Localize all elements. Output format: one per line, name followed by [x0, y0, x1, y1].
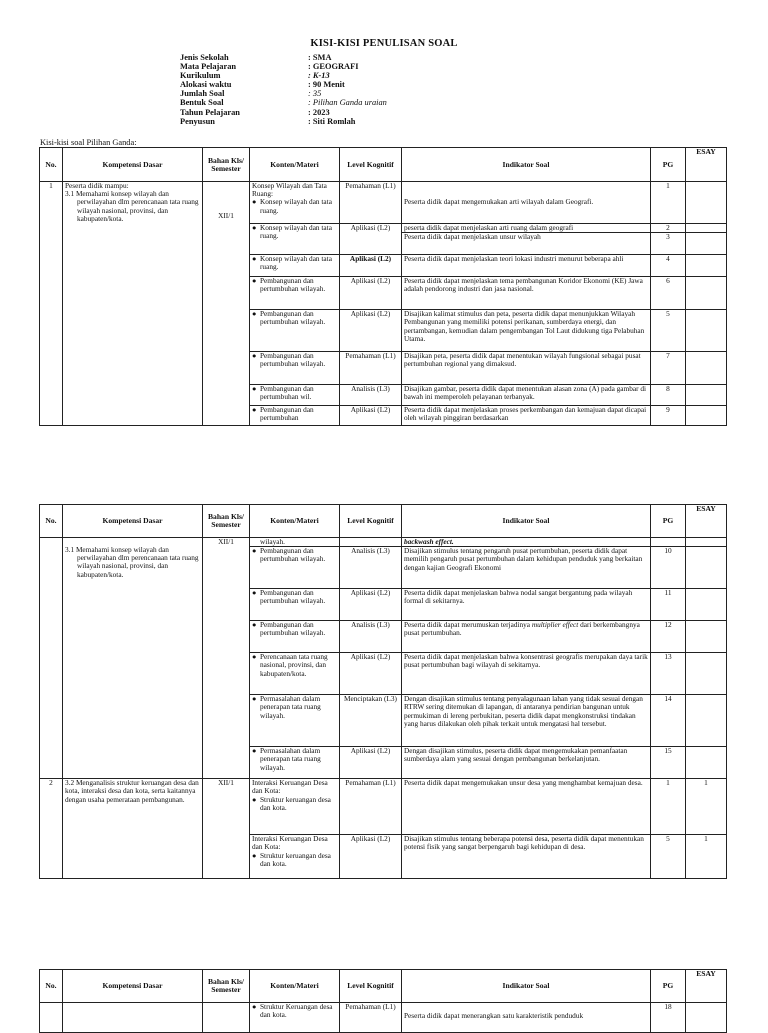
konten-heading: Konsep Wilayah dan Tata Ruang: [252, 181, 327, 199]
meta-value: : 35 [308, 89, 322, 99]
pg-cell: 3 [651, 233, 686, 255]
konten-cell [250, 1003, 340, 1033]
row-number: 1 [40, 182, 63, 426]
pg-cell: 15 [651, 747, 686, 779]
kd-desc: perwilayahan dlm perencanaan tata ruang wilayah nasional, provinsi, dan kabupaten/kota. [77, 553, 199, 579]
meta-label: Jumlah Soal [180, 89, 225, 99]
bahan-cell: XII/1 [203, 779, 250, 879]
konten-cell [250, 779, 340, 835]
esay-cell [686, 1003, 727, 1033]
table-row [40, 779, 727, 835]
header-pg: PG [651, 970, 686, 1003]
level-cell: Aplikasi (L2) [340, 747, 402, 779]
bullet-icon: ● [252, 384, 257, 394]
indikator-cell: Peserta didik dapat menjelaskan bahwa nodal sangat bergantung pada wilayah formal di sekitarnya. [402, 589, 651, 621]
konten-bullet [252, 852, 337, 868]
bullet-icon: ● [252, 546, 257, 556]
esay-cell [686, 385, 727, 406]
meta-row [180, 80, 387, 89]
table-row [40, 538, 727, 547]
konten-bullet [252, 747, 337, 772]
document-title: KISI-KISI PENULISAN SOAL [310, 38, 458, 49]
level-cell: Pemahaman (L1) [340, 352, 402, 385]
level-cell: Pemahaman (L1) [340, 779, 402, 835]
pg-cell: 9 [651, 406, 686, 426]
bullet-icon: ● [252, 652, 257, 662]
esay-cell [686, 406, 727, 426]
header-konten: Konten/Materi [250, 970, 340, 1003]
konten-bullet [252, 653, 337, 678]
bahan-cell [203, 1003, 250, 1033]
esay-cell [686, 255, 727, 277]
bullet-icon: ● [252, 254, 257, 264]
kd-title: 3.1 Memahami konsep wilayah dan [65, 189, 169, 199]
konten-text: Struktur Keruangan desa dan kota. [260, 1002, 333, 1020]
konten-cell [250, 255, 340, 277]
pg-cell: 5 [651, 835, 686, 879]
esay-cell [686, 233, 727, 255]
esay-cell [686, 538, 727, 547]
header-no: No. [40, 970, 63, 1003]
esay-cell [686, 310, 727, 352]
kisi-table-3 [39, 969, 727, 1033]
konten-bullet [252, 277, 337, 293]
konten-bullet [252, 310, 337, 326]
indikator-cell: peserta didik dapat menjelaskan arti ruang dalam geografi [402, 224, 651, 233]
bullet-icon: ● [252, 850, 257, 860]
pg-cell: 11 [651, 589, 686, 621]
level-cell: Aplikasi (L2) [340, 589, 402, 621]
pg-cell: 14 [651, 695, 686, 747]
meta-row [180, 117, 387, 126]
konten-cell [250, 653, 340, 695]
indikator-cell: Disajikan gambar, peserta didik dapat menentukan alasan zona (A) pada gambar di bawah ini memperoleh pelayanan terbanyak. [402, 385, 651, 406]
header-level: Level Kognitif [340, 148, 402, 182]
bullet-icon: ● [252, 1002, 257, 1011]
indikator-cell: Dengan disajikan stimulus, peserta didik dapat mengemukakan pemanfaatan sumberdaya alam yang sesuai dengan pembangunan berkelanjutan. [402, 747, 651, 779]
esay-cell [686, 695, 727, 747]
bullet-icon: ● [252, 351, 257, 361]
pg-cell: 18 [651, 1003, 686, 1033]
indikator-cell: Disajikan stimulus tentang pengaruh pusat pertumbuhan, peserta didik dapat memilih pengaruh pusat pertumbuhan dalam kehidupan penduduk yang berkaitan dengan kajian Geografi Ekonomi [402, 547, 651, 589]
indikator-text: dari berkembangnya pusat pertumbuhan. [404, 620, 640, 638]
esay-cell: 1 [686, 835, 727, 879]
level-cell: Aplikasi (L2) [340, 835, 402, 879]
esay-cell [686, 277, 727, 310]
level-cell: Aplikasi (L2) [340, 255, 402, 277]
header-esay: ESAY [686, 970, 727, 1003]
konten-cell [250, 182, 340, 224]
header-bahan: Bahan Kls/ Semester [203, 505, 250, 538]
konten-text: Pembangunan dan pertumbuhan wilayah. [260, 351, 326, 369]
meta-value: : 2023 [308, 107, 330, 117]
konten-text: Pembangunan dan pertumbuhan wilayah. [260, 276, 326, 294]
indikator-cell: Disajikan stimulus tentang beberapa potensi desa, peserta didik dapat menentukan potensi fisik yang sangat berpengaruh bagi kehidupan di desa. [402, 835, 651, 879]
bullet-icon: ● [252, 223, 257, 232]
konten-text: Pembangunan dan pertumbuhan wilayah. [260, 309, 326, 327]
row-number [40, 538, 63, 779]
konten-text: Pembangunan dan pertumbuhan wilayah. [260, 588, 326, 606]
pg-cell: 13 [651, 653, 686, 695]
konten-text: Konsep wilayah dan tata ruang. [260, 223, 332, 241]
konten-bullet [252, 547, 337, 563]
meta-row [180, 71, 387, 80]
header-indikator: Indikator Soal [402, 148, 651, 182]
level-cell: Pemahaman (L1) [340, 182, 402, 224]
konten-text: Pembangunan dan pertumbuhan wilayah. [260, 620, 326, 638]
esay-cell [686, 547, 727, 589]
meta-label: Alokasi waktu [180, 80, 232, 90]
pg-cell: 1 [651, 779, 686, 835]
header-bahan: Bahan Kls/ Semester [203, 148, 250, 182]
level-cell: Aplikasi (L2) [340, 310, 402, 352]
kisi-table-2 [39, 504, 727, 879]
meta-row [180, 98, 387, 107]
konten-text: Permasalahan dalam penerapan tata ruang wilayah. [260, 694, 321, 720]
indikator-cell: backwash effect. [402, 538, 651, 547]
table-row [40, 182, 727, 224]
meta-label: Jenis Sekolah [180, 53, 229, 62]
konten-text: Perencanaan tata ruang nasional, provinsi, dan kabupaten/kota. [260, 652, 328, 678]
header-indikator: Indikator Soal [402, 970, 651, 1003]
bullet-icon: ● [252, 588, 257, 598]
level-cell: Pemahaman (L1) [340, 1003, 402, 1033]
konten-cell [250, 547, 340, 589]
konten-cell [250, 406, 340, 426]
konten-cell [250, 589, 340, 621]
konten-bullet [252, 224, 337, 240]
konten-cell [250, 747, 340, 779]
bullet-icon: ● [252, 746, 257, 756]
header-level: Level Kognitif [340, 505, 402, 538]
pg-cell: 12 [651, 621, 686, 653]
konten-bullet [252, 695, 337, 720]
konten-heading: Interaksi Keruangan Desa dan Kota: [252, 778, 328, 796]
kd-desc: perwilayahan dlm perencanaan tata ruang wilayah nasional, provinsi, dan kabupaten/kota. [77, 197, 199, 223]
indikator-cell [402, 621, 651, 653]
esay-cell [686, 653, 727, 695]
meta-row [180, 53, 387, 62]
kd-cell [63, 538, 203, 779]
meta-row [180, 108, 387, 117]
level-cell: Aplikasi (L2) [340, 224, 402, 255]
table-intro: Kisi-kisi soal Pilihan Ganda: [40, 138, 137, 147]
header-esay: ESAY [686, 148, 727, 182]
indikator-cell: Peserta didik dapat mengemukakan unsur desa yang menghambat kemajuan desa. [402, 779, 651, 835]
indikator-cell: Peserta didik dapat menjelaskan tema pembangunan Koridor Ekonomi (KE) Jawa adalah pendorong industri dan jasa nasional. [402, 277, 651, 310]
level-cell: Menciptakan (L3) [340, 695, 402, 747]
meta-label: Bentuk Soal [180, 98, 224, 108]
esay-cell [686, 224, 727, 233]
konten-text: Pembangunan dan pertumbuhan [260, 405, 314, 423]
level-cell [340, 538, 402, 547]
header-kd: Kompetensi Dasar [63, 970, 203, 1003]
pg-cell: 4 [651, 255, 686, 277]
meta-value: : K-13 [308, 71, 330, 81]
esay-cell [686, 747, 727, 779]
konten-heading: Interaksi Keruangan Desa dan Kota: [252, 834, 328, 852]
meta-value: : SMA [308, 53, 332, 62]
table-header-row [40, 148, 727, 182]
header-kd: Kompetensi Dasar [63, 505, 203, 538]
indikator-cell: Peserta didik dapat mengemukakan arti wilayah dalam Geografi. [402, 182, 651, 224]
kisi-table-1 [39, 147, 727, 426]
konten-cell [250, 277, 340, 310]
konten-bullet [252, 621, 337, 637]
kd-title: 3.1 Memahami konsep wilayah dan [65, 545, 169, 554]
pg-cell: 8 [651, 385, 686, 406]
indikator-text: Peserta didik dapat merumuskan terjadinya [404, 620, 532, 630]
indikator-cell: Peserta didik dapat menjelaskan bahwa konsentrasi geografis merupakan daya tarik pusat pertumbuhan bagi wilayah di sekitarnya. [402, 653, 651, 695]
meta-label: Tahun Pelajaran [180, 107, 240, 117]
table-row [40, 1003, 727, 1033]
indikator-cell: Disajikan peta, peserta didik dapat menentukan wilayah fungsional sebagai pusat pertumbuhan regional yang dimaksud. [402, 352, 651, 385]
indikator-cell: Peserta didik dapat menerangkan satu karakteristik penduduk [402, 1003, 651, 1033]
pg-cell: 6 [651, 277, 686, 310]
row-number [40, 1003, 63, 1033]
konten-cell [250, 621, 340, 653]
konten-cell [250, 835, 340, 879]
bullet-icon: ● [252, 309, 257, 319]
konten-text: Pembangunan dan pertumbuhan wil. [260, 384, 314, 402]
konten-cell [250, 352, 340, 385]
konten-cell [250, 385, 340, 406]
konten-text: Pembangunan dan pertumbuhan wilayah. [260, 546, 326, 564]
kd-cell [63, 1003, 203, 1033]
kd-intro: Peserta didik mampu: [65, 181, 129, 190]
kd-cell: 3.2 Menganalisis struktur keruangan desa dan kota, interaksi desa dan kota, serta kaitannya dengan usaha pemerataan pembangunan. [63, 779, 203, 879]
bullet-icon: ● [252, 620, 257, 630]
indikator-cell: Peserta didik dapat menjelaskan teori lokasi industri menurut beberapa ahli [402, 255, 651, 277]
meta-label: Penyusun [180, 116, 215, 126]
header-indikator: Indikator Soal [402, 505, 651, 538]
konten-text: Permasalahan dalam penerapan tata ruang wilayah. [260, 746, 321, 772]
indikator-cell: Disajikan kalimat stimulus dan peta, peserta didik dapat menunjukkan Wilayah Pembangunan yang memiliki potensi perikanan, sumberdaya energi, dan pertambangan, kemudian dalam pengembangan Tol Laut didukung tiga Pelabuhan Utama. [402, 310, 651, 352]
bullet-icon: ● [252, 694, 257, 704]
header-kd: Kompetensi Dasar [63, 148, 203, 182]
indikator-cell: Dengan disajikan stimulus tentang penyalagunaan lahan yang tidak sesuai dengan RTRW sering ditemukan di lapangan, di antaranya pendirian bangunan untuk permukiman di lereng perbukitan, peserta didik dapat mengkonstruksi tindakan yang harus dilakukan oleh pihak terkait untuk mengatasi hal tersebut. [402, 695, 651, 747]
meta-label: Mata Pelajaran [180, 62, 237, 72]
table-header-row [40, 505, 727, 538]
meta-row [180, 62, 387, 71]
bahan-cell: XII/1 [203, 538, 250, 779]
meta-label: Kurikulum [180, 71, 221, 81]
level-cell: Analisis (L3) [340, 547, 402, 589]
konten-cell [250, 310, 340, 352]
pg-cell: 2 [651, 224, 686, 233]
konten-bullet [252, 198, 337, 214]
konten-bullet [252, 352, 337, 368]
level-cell: Aplikasi (L2) [340, 653, 402, 695]
konten-text: Konsep wilayah dan tata ruang. [260, 254, 332, 272]
meta-value: : Pilihan Ganda uraian [308, 98, 387, 108]
pg-cell [651, 538, 686, 547]
konten-bullet [252, 385, 337, 401]
bullet-icon: ● [252, 276, 257, 286]
kd-cell [63, 182, 203, 426]
header-no: No. [40, 505, 63, 538]
meta-value: : GEOGRAFI [308, 62, 359, 72]
konten-text: Konsep wilayah dan tata ruang. [260, 197, 332, 215]
pg-cell: 5 [651, 310, 686, 352]
bullet-icon: ● [252, 197, 257, 207]
header-esay: ESAY [686, 505, 727, 538]
header-no: No. [40, 148, 63, 182]
konten-cell [250, 224, 340, 255]
header-bahan: Bahan Kls/ Semester [203, 970, 250, 1003]
bullet-icon: ● [252, 794, 257, 804]
bullet-icon: ● [252, 405, 257, 415]
konten-bullet [252, 255, 337, 271]
esay-cell [686, 621, 727, 653]
konten-bullet [252, 406, 337, 422]
table-header-row [40, 970, 727, 1003]
row-number: 2 [40, 779, 63, 879]
meta-value: : 90 Menit [308, 80, 345, 90]
pg-cell: 1 [651, 182, 686, 224]
esay-cell: 1 [686, 779, 727, 835]
meta-row [180, 89, 387, 98]
level-cell: Analisis (L3) [340, 385, 402, 406]
esay-cell [686, 589, 727, 621]
konten-bullet [252, 589, 337, 605]
level-cell: Aplikasi (L2) [340, 406, 402, 426]
header-pg: PG [651, 148, 686, 182]
esay-cell [686, 352, 727, 385]
header-pg: PG [651, 505, 686, 538]
header-konten: Konten/Materi [250, 148, 340, 182]
konten-cell: wilayah. [250, 538, 340, 547]
bahan-cell: XII/1 [203, 182, 250, 426]
document-meta [180, 53, 387, 126]
meta-value: : Siti Romlah [308, 116, 356, 126]
indikator-cell: Peserta didik dapat menjelaskan unsur wilayah [402, 233, 651, 255]
header-level: Level Kognitif [340, 970, 402, 1003]
indikator-cell: Peserta didik dapat menjelaskan proses perkembangan dan kemajuan dapat dicapai oleh wilayah pinggiran berdasarkan [402, 406, 651, 426]
level-cell: Aplikasi (L2) [340, 277, 402, 310]
konten-bullet [252, 796, 337, 812]
header-konten: Konten/Materi [250, 505, 340, 538]
level-cell: Analisis (L3) [340, 621, 402, 653]
konten-bullet [252, 1003, 337, 1019]
konten-cell [250, 695, 340, 747]
konten-text: Struktur keruangan desa dan kota. [260, 794, 331, 812]
esay-cell [686, 182, 727, 224]
konten-text: Struktur keruangan desa dan kota. [260, 850, 331, 868]
indikator-term: multiplier effect [531, 620, 579, 630]
pg-cell: 7 [651, 352, 686, 385]
pg-cell: 10 [651, 547, 686, 589]
